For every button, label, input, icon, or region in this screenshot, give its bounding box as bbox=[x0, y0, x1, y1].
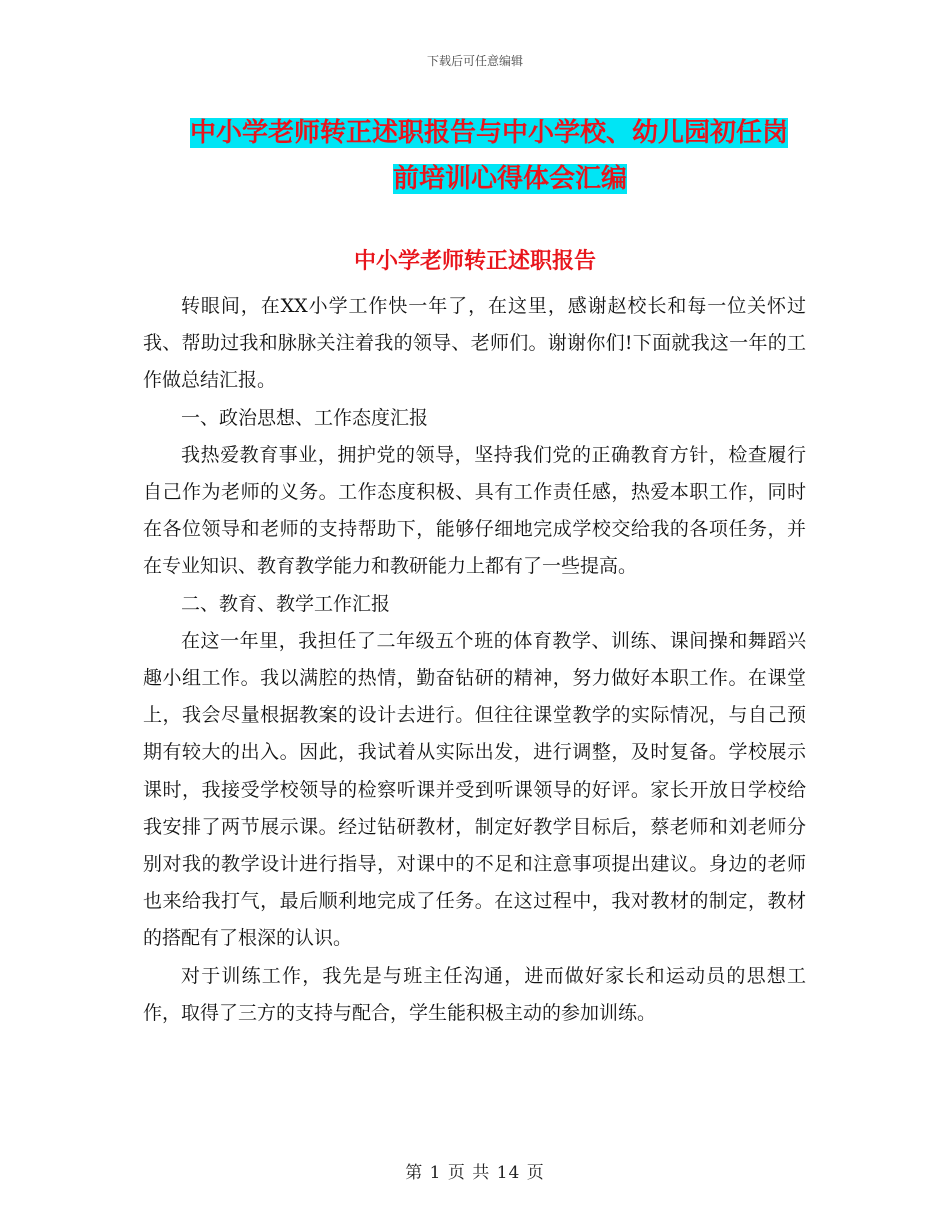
paragraph: 转眼间，在XX小学工作快一年了，在这里，感谢赵校长和每一位关怀过我、帮助过我和脉脉关注着我的领导、老师们。谢谢你们!下面就我这一年的工作做总结汇报。 bbox=[143, 295, 806, 392]
subheading: 一、政治思想、工作态度汇报 bbox=[181, 406, 429, 429]
document-title bbox=[190, 110, 830, 202]
paragraph: 我热爱教育事业，拥护党的领导，坚持我们党的正确教育方针，检查履行自己作为老师的义务。工作态度积极、具有工作责任感，热爱本职工作，同时在各位领导和老师的支持帮助下，能够仔细地完成学校交给我的各项任务，并在专业知识、教育教学能力和教研能力上都有了一些提高。 bbox=[143, 443, 806, 578]
paragraph: 对于训练工作，我先是与班主任沟通，进而做好家长和运动员的思想工作，取得了三方的支持与配合，学生能积极主动的参加训练。 bbox=[143, 964, 806, 1024]
document-title-line-2: 前培训心得体会汇编 bbox=[392, 164, 627, 194]
subheading: 二、教育、教学工作汇报 bbox=[181, 592, 391, 615]
section-heading: 中小学老师转正述职报告 bbox=[353, 248, 596, 274]
document-body bbox=[143, 288, 806, 1032]
document-title-line-1: 中小学老师转正述职报告与中小学校、幼儿园初任岗 bbox=[190, 118, 789, 148]
paragraph: 在这一年里，我担任了二年级五个班的体育教学、训练、课间操和舞蹈兴趣小组工作。我以满腔的热情，勤奋钻研的精神，努力做好本职工作。在课堂上，我会尽量根据教案的设计去进行。但往往课堂教学的实际情况，与自己预期有较大的出入。因此，我试着从实际出发，进行调整，及时复备。学校展示课时，我接受学校领导的检察听课并受到听课领导的好评。家长开放日学校给我安排了两节展示课。经过钻研教材，制定好教学目标后，蔡老师和刘老师分别对我的教学设计进行指导，对课中的不足和注意事项提出建议。身边的老师也来给我打气，最后顺利地完成了任务。在这过程中，我对教材的制定，教材的搭配有了根深的认识。 bbox=[143, 629, 806, 950]
page-number-footer: 第 1 页 共 14 页 bbox=[405, 1163, 545, 1183]
page-header-note: 下载后可任意编辑 bbox=[426, 54, 523, 68]
